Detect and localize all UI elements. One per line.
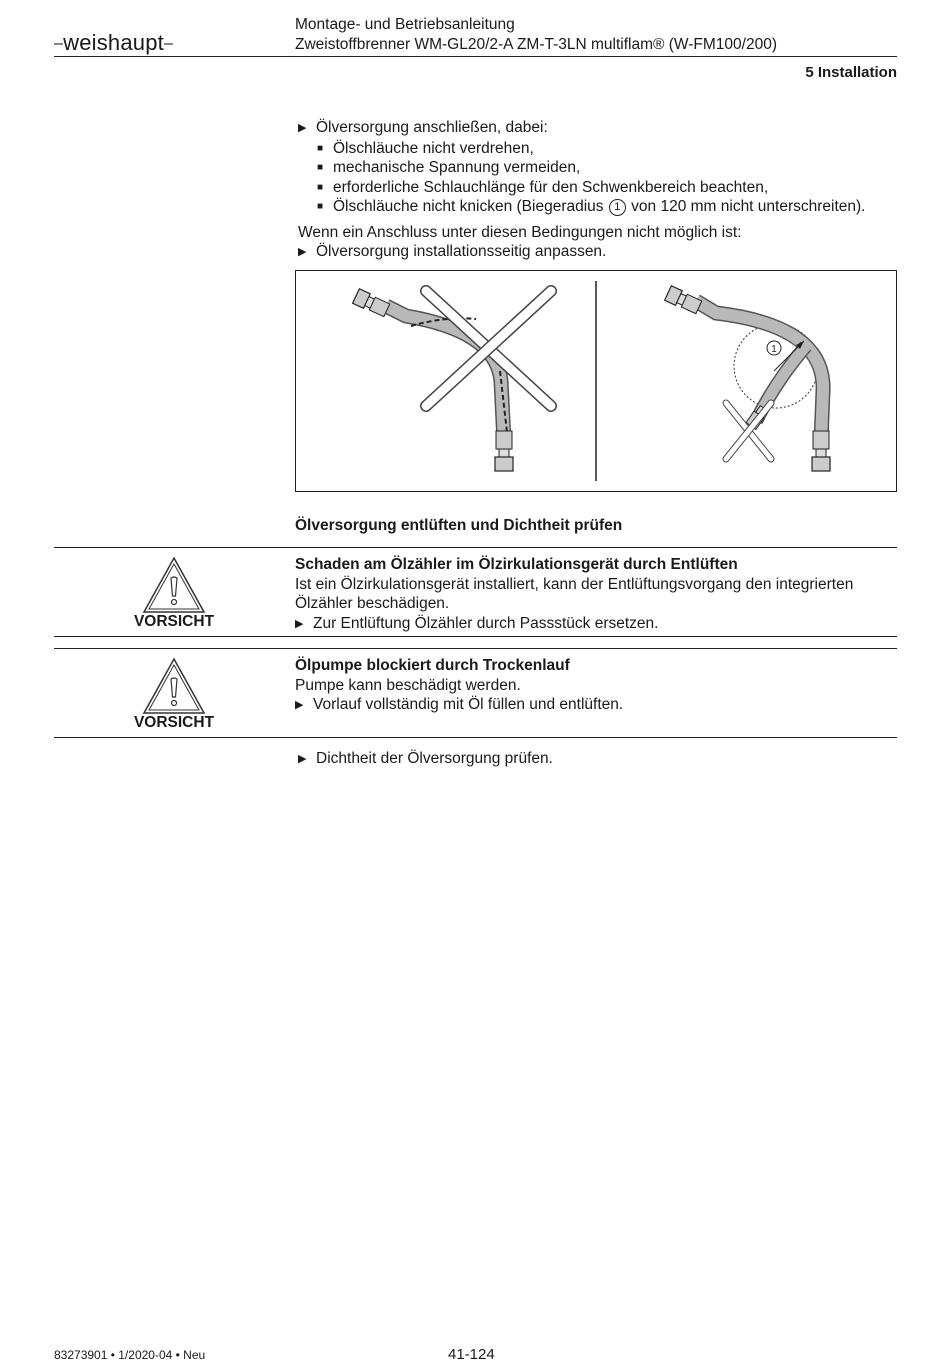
list-item-text: Ölschläuche nicht knicken (Biegeradius — [333, 198, 604, 215]
bullet-icon: ■ — [317, 181, 324, 193]
footer-page-number: 41-124 — [448, 1346, 495, 1363]
warning-action — [295, 614, 895, 635]
bullet-icon: ■ — [317, 162, 324, 173]
title-line-2: Zweistoffbrenner WM-GL20/2-A ZM-T-3LN multiflam® (W-FM100/200) — [295, 36, 777, 53]
warning-content — [295, 555, 895, 634]
step-connect — [298, 118, 898, 139]
warning-action-text: Zur Entlüftung Ölzähler durch Passstück ersetzen. — [313, 614, 659, 632]
list-item-text: mechanische Spannung vermeiden, — [333, 159, 581, 176]
warning-text: Ist ein Ölzirkulationsgerät installiert, kann der Entlüftungsvorgang den integrierten — [295, 575, 854, 593]
instruction-block — [298, 118, 898, 263]
prohibited-x-icon — [426, 291, 551, 406]
list-item — [317, 158, 898, 178]
hose-figure — [295, 270, 897, 492]
list-item — [317, 178, 898, 198]
small-prohibited-x-icon — [726, 403, 771, 459]
logo-text: weishaupt — [63, 30, 164, 55]
list-item-text: erforderliche Schlauchlänge für den Schwenkbereich beachten, — [333, 178, 769, 196]
final-step-text: Dichtheit der Ölversorgung prüfen. — [316, 750, 553, 767]
warning-title: Schaden am Ölzähler im Ölzirkulationsgerät durch Entlüften — [295, 556, 738, 573]
warning-triangle-icon — [142, 556, 206, 619]
warning-title: Ölpumpe blockiert durch Trockenlauf — [295, 657, 570, 674]
step-adapt — [298, 242, 898, 263]
warning-content — [295, 656, 895, 716]
warning-triangle-icon — [142, 657, 206, 720]
arrow-icon: ▶ — [295, 699, 304, 711]
warning-top-rule — [54, 648, 897, 649]
warning-bottom-rule — [54, 737, 897, 738]
list-item — [317, 197, 898, 217]
section-title: 5 Installation — [805, 64, 897, 81]
final-step — [298, 749, 553, 770]
wrong-routing-drawing — [353, 289, 551, 471]
brand-logo — [54, 30, 173, 56]
warning-action-text: Vorlauf vollständig mit Öl füllen und entlüften. — [313, 696, 624, 713]
section-subheading: Ölversorgung entlüften und Dichtheit prüfen — [295, 517, 623, 534]
bullet-icon: ■ — [317, 142, 324, 154]
title-line-1: Montage- und Betriebsanleitung — [295, 16, 515, 33]
step-adapt-text: Ölversorgung installationsseitig anpassen. — [316, 243, 607, 260]
bullet-list — [298, 139, 898, 217]
list-item-text: Ölschläuche nicht verdrehen, — [333, 139, 534, 157]
figure-callout-marker: 1 — [771, 344, 777, 355]
arrow-icon: ▶ — [295, 617, 304, 630]
warning-bottom-rule — [54, 636, 897, 637]
header-divider — [54, 56, 897, 57]
correct-routing-drawing — [665, 286, 830, 471]
hose-illustration — [296, 271, 896, 491]
footer-doc-info: 83273901 • 1/2020-04 • Neu — [54, 1348, 206, 1362]
callout-marker: 1 — [609, 199, 626, 216]
warning-top-rule — [54, 547, 897, 548]
list-item — [317, 139, 898, 159]
warning-text-cont: Ölzähler beschädigen. — [295, 595, 450, 612]
warning-label: VORSICHT — [133, 613, 215, 630]
arrow-icon: ▶ — [298, 246, 307, 258]
logo-dash-left: – — [54, 35, 64, 52]
arrow-icon: ▶ — [298, 122, 307, 134]
list-item-text-cont: von 120 mm nicht unterschreiten). — [631, 198, 866, 215]
warning-action — [295, 695, 895, 716]
bullet-icon: ■ — [317, 201, 324, 212]
warning-text: Pumpe kann beschädigt werden. — [295, 676, 521, 694]
arrow-icon: ▶ — [298, 753, 307, 765]
condition-text: Wenn ein Anschluss unter diesen Bedingungen nicht möglich ist: — [298, 223, 742, 241]
logo-dash-right: – — [163, 35, 174, 52]
document-title — [295, 15, 777, 55]
step-connect-text: Ölversorgung anschließen, dabei: — [316, 119, 548, 136]
warning-label: VORSICHT — [133, 714, 215, 731]
